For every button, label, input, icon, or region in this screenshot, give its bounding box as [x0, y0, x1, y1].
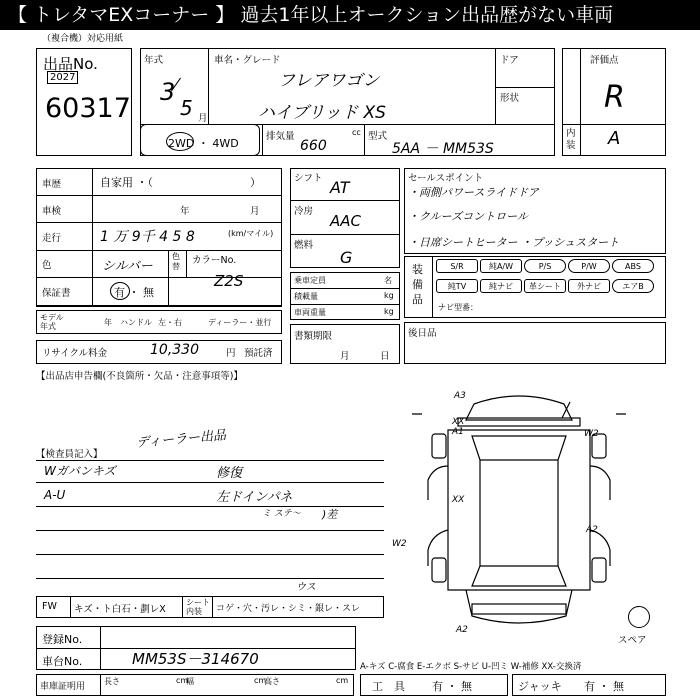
fw-text: キズ・ト白石・劃レX [74, 604, 166, 615]
lot-small-number: 2027 [47, 71, 78, 84]
seat-text: コゲ・穴・汚レ・シミ・銀レ・スレ [216, 604, 361, 614]
seat-label: シート内装 [186, 598, 210, 616]
chassis-label: 車台No. [42, 655, 83, 668]
lot-label: 出品No. [43, 55, 98, 73]
inspector-line2-left: A-U [44, 488, 66, 502]
sales-point-item: ・日席シートヒーター ・プッシュスタート [408, 236, 620, 249]
shape-label: 形状 [500, 93, 520, 104]
month-unit: 月 [198, 113, 208, 124]
model-year-label: モデル年式 [40, 313, 64, 331]
capacity-label: 乗車定員 [294, 276, 326, 285]
sales-point-item: ・両側パワースライドドア [408, 186, 539, 199]
mileage-unit: (km/マイル) [228, 229, 274, 238]
color-label: 色 [42, 260, 52, 271]
model-year-unit: 年 [104, 318, 112, 327]
lot-number-box [36, 48, 132, 156]
warranty-options: 有 ・ 無 [114, 286, 154, 299]
mileage-label: 走行 [42, 233, 62, 244]
recycle-value: 10,330 [150, 342, 199, 358]
load-label: 積載量 [294, 292, 318, 301]
weight-unit: kg [384, 307, 394, 316]
diagram-label: A3 [454, 391, 466, 401]
interior-value: A [608, 128, 621, 149]
seller-notes-label: 【出品店申告欄(不良箇所・欠品・注意事項等)】 [36, 371, 243, 382]
history-value: 自家用 ・（ [100, 176, 153, 189]
doc-expiry-day: 日 [380, 351, 390, 362]
width-unit: cm [254, 676, 267, 685]
equip-chip-circled: P/W [568, 259, 610, 273]
diagram-label: W2 [392, 539, 407, 549]
color-value: シルバー [102, 259, 153, 274]
inspector-line2-right: 左ドインパネ [216, 490, 293, 505]
ac-value: AAC [330, 212, 361, 230]
diagram-label: A2 [586, 525, 598, 535]
after-items-label: 後日品 [408, 328, 437, 339]
jack-options: 有 ・ 無 [584, 680, 624, 693]
diagram-label: A2 [456, 625, 468, 635]
diagram-label: W2 [584, 429, 599, 439]
diagram-label: XX [452, 495, 465, 505]
color-code-value: Z2S [214, 272, 244, 290]
model-grade: ハイブリッド XS [258, 103, 386, 123]
inspection-month-unit: 月 [250, 206, 260, 217]
height-label: 高さ [264, 677, 280, 686]
sales-points-label: セールスポイント [408, 173, 484, 184]
shift-value: AT [330, 178, 350, 197]
history-close: ） [250, 176, 261, 189]
inspection-year-unit: 年 [180, 206, 190, 217]
mileage-value: 1 万 9千 4 5 8 [100, 229, 195, 245]
sales-point-item: ・クルーズコントロール [408, 210, 528, 223]
fuel-value: G [340, 248, 353, 267]
spare-tire-icon [628, 606, 650, 628]
month-value: 5 [180, 96, 193, 120]
registration-label: 登録No. [42, 633, 83, 646]
equip-chip: 純ナビ [480, 279, 522, 293]
equip-chip: 革シート [524, 279, 566, 293]
length-unit: cm [176, 676, 189, 685]
handle-options: 左・右 [158, 318, 182, 327]
seat-mark: ウス [296, 582, 316, 593]
equip-chip: 純A/W [480, 259, 522, 273]
tools-options: 有 ・ 無 [432, 680, 472, 693]
type-label: 型式 [368, 131, 388, 142]
ac-label: 冷房 [294, 206, 314, 217]
model-name: フレアワゴン [278, 71, 380, 91]
displacement-value: 660 [300, 138, 327, 154]
equip-chip-circled: P/S [524, 259, 566, 273]
equip-chip: 純TV [436, 279, 478, 293]
lot-number: 60317 [45, 93, 131, 124]
navi-model-label: ナビ型番： [438, 303, 478, 312]
warranty-label: 保証書 [42, 288, 71, 299]
score-value: R [604, 80, 625, 115]
equip-chip-circled: エアB [612, 279, 654, 293]
weight-label: 車両重量 [294, 308, 326, 317]
handle-label: ハンドル [120, 318, 152, 327]
subheader: （複合機）対応用紙 [42, 34, 124, 44]
shift-label: シフト [294, 173, 323, 184]
equip-chip: 外ナビ [568, 279, 610, 293]
drive-options: 2WD ・ 4WD [168, 137, 239, 150]
year-value: 3 [160, 78, 176, 106]
dealer-options: ディーラー・並行 [208, 318, 272, 327]
height-unit: cm [336, 676, 349, 685]
fuel-label: 燃料 [294, 240, 314, 251]
door-label: ドア [500, 55, 519, 66]
doc-expiry-month: 月 [340, 351, 350, 362]
load-unit: kg [384, 291, 394, 300]
jack-label: ジャッキ [518, 680, 562, 693]
tools-label: 工 具 [372, 680, 405, 693]
color-code-label: カラーNo. [192, 255, 237, 266]
inspector-dealer-note: ディーラー出品 [135, 428, 227, 451]
width-label: 幅 [186, 677, 194, 686]
inspector-line3-tail: )差 [322, 508, 338, 521]
garage-cert-label: 車庫証明用 [40, 682, 86, 692]
chassis-value: MM53S－314670 [132, 650, 259, 668]
color-change-label: 色替 [172, 252, 180, 271]
history-label: 車歴 [42, 179, 62, 190]
capacity-unit: 名 [384, 276, 392, 285]
inspection-label: 車検 [42, 206, 62, 217]
model-label: 車名・グレード [214, 55, 281, 66]
doc-expiry-label: 書類期限 [294, 331, 333, 342]
damage-legend: A-キズ C-腐食 E-エクボ S-サビ U-凹ミ W-補修 XX-交換済 [360, 662, 582, 672]
fw-label: FW [42, 601, 57, 612]
score-label: 評価点 [590, 55, 619, 66]
recycle-unit: 円 [226, 348, 236, 359]
after-items-box [404, 322, 666, 364]
year-label: 年式 [144, 55, 164, 66]
inspector-line1-right: 修復 [216, 466, 243, 481]
recycle-label: リサイクル料金 [42, 348, 108, 359]
type-value: 5AA － MM53S [392, 141, 494, 157]
inspector-line1-left: Wガバンキズ [44, 464, 116, 478]
displacement-unit: cc [352, 128, 361, 137]
equip-chip-circled: ABS [612, 259, 654, 273]
spare-label: スペア [618, 635, 647, 646]
inspector-label: 【検査員記入】 [36, 449, 103, 460]
interior-label: 内装 [566, 128, 576, 151]
diagram-label: A1 [452, 427, 464, 437]
car-damage-diagram [392, 390, 626, 635]
length-label: 長さ [104, 677, 120, 686]
banner-title: 【 トレタマEXコーナー 】 過去1年以上オークション出品歴がない車両 [0, 0, 700, 30]
recycle-status: 預託済 [244, 348, 273, 359]
displacement-label: 排気量 [266, 131, 295, 142]
diagram-label: XX [452, 417, 465, 427]
equip-chip: S/R [436, 259, 478, 273]
equipment-label: 装備品 [412, 263, 423, 306]
inspector-line3: ミ ステ〜 [262, 509, 301, 519]
